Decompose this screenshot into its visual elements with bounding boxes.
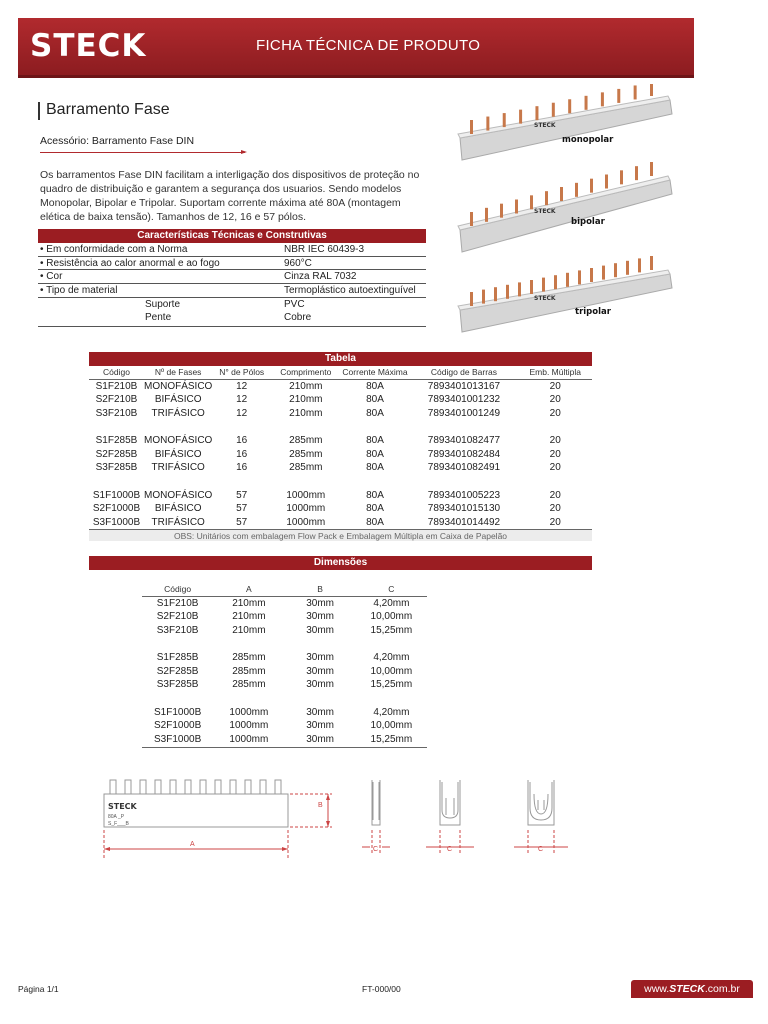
busbar-pin bbox=[470, 120, 473, 134]
spec-row bbox=[38, 257, 426, 271]
table-cell: 20 bbox=[549, 381, 561, 393]
comb-tooth bbox=[215, 780, 221, 794]
table-cell: 285mm bbox=[289, 448, 323, 460]
footer-page: Página 1/1 bbox=[18, 984, 59, 994]
dimensions-header bbox=[89, 556, 592, 570]
comb-tooth bbox=[260, 780, 266, 794]
busbar-pin bbox=[530, 280, 533, 294]
busbar-pin bbox=[578, 270, 581, 284]
column-header: C bbox=[356, 583, 427, 597]
drawing-brand: STECK bbox=[108, 802, 137, 811]
label-c-3: C bbox=[538, 846, 544, 853]
busbar-pin bbox=[560, 187, 563, 201]
busbar-pin bbox=[605, 175, 608, 189]
comb-tooth bbox=[275, 780, 281, 794]
busbar-pin bbox=[650, 84, 653, 96]
busbar-tripolar bbox=[458, 256, 672, 332]
column-header: Comprimento bbox=[271, 366, 341, 380]
table-cell: 1000mm bbox=[286, 489, 326, 501]
spec-sub-row bbox=[38, 298, 426, 312]
table-cell: 30mm bbox=[306, 625, 335, 637]
table-cell: TRIFÁSICO bbox=[151, 462, 205, 474]
table-cell: 210mm bbox=[289, 381, 323, 393]
table-cell: S3F285B bbox=[95, 462, 138, 474]
table-cell: 20 bbox=[549, 448, 561, 460]
busbar-pin bbox=[500, 204, 503, 218]
header-banner bbox=[18, 18, 694, 78]
table-cell: 20 bbox=[549, 435, 561, 447]
product-table bbox=[89, 352, 592, 541]
table-cell: 20 bbox=[549, 516, 561, 528]
table-cell: 285mm bbox=[232, 679, 266, 691]
busbar-pin bbox=[470, 212, 473, 226]
dimensions-table bbox=[142, 583, 427, 748]
drawing-line2: S_F___B bbox=[108, 821, 129, 827]
drawing-line1: 80A _P bbox=[108, 814, 125, 820]
table-row bbox=[89, 380, 592, 394]
busbar-stamp: STECK bbox=[534, 122, 556, 129]
table-cell: 57 bbox=[236, 503, 248, 515]
table-cell: 80A bbox=[366, 516, 384, 528]
specs-title: Características Técnicas e Construtivas bbox=[38, 229, 426, 243]
column-header: Código bbox=[89, 366, 144, 380]
table-cell: 4,20mm bbox=[373, 598, 410, 610]
table-row bbox=[89, 447, 592, 461]
table-cell: 57 bbox=[236, 489, 248, 501]
table-cell: S1F285B bbox=[156, 652, 199, 664]
table-row bbox=[142, 610, 427, 624]
table-cell: MONOFÁSICO bbox=[143, 489, 213, 501]
title-marker bbox=[38, 102, 40, 120]
table-cell: 80A bbox=[366, 381, 384, 393]
table-cell: 80A bbox=[366, 407, 384, 419]
photo-label-monopolar: monopolar bbox=[562, 135, 614, 145]
busbar-photos bbox=[456, 84, 676, 334]
spec-label: • Resistência ao calor anormal e ao fogo bbox=[40, 257, 220, 269]
table-cell: BIFÁSICO bbox=[154, 394, 202, 406]
table-row bbox=[142, 678, 427, 692]
spec-value: 960°C bbox=[284, 257, 312, 269]
busbar-pin bbox=[503, 113, 506, 127]
dimensions-title: Dimensões bbox=[89, 556, 592, 570]
table-cell: S3F1000B bbox=[153, 733, 202, 745]
table-cell: 7893401013167 bbox=[427, 381, 501, 393]
table-cell: 30mm bbox=[306, 733, 335, 745]
busbar-pin bbox=[620, 170, 623, 184]
table-cell: 80A bbox=[366, 448, 384, 460]
table-cell: S1F1000B bbox=[153, 706, 202, 718]
photo-label-tripolar: tripolar bbox=[575, 307, 611, 317]
product-description: Os barramentos Fase DIN facilitam a interligação dos dispositivos de proteção no quadro de distribuição e garantem a segurança dos usuarios. Sendo modelos Monopolar, Bipolar e Tripolar. Suportam corrente máxima até 80A (montagem elética de baixa tensão). Tamanhos de 12, 16 e 57 pólos. bbox=[40, 169, 420, 223]
spec-value: Termoplástico autoextinguível bbox=[284, 285, 416, 297]
table-cell: 285mm bbox=[289, 462, 323, 474]
product-table-grid bbox=[89, 366, 592, 529]
busbar-pin bbox=[590, 268, 593, 282]
busbar-bipolar bbox=[458, 162, 672, 252]
table-cell: MONOFÁSICO bbox=[143, 381, 213, 393]
table-cell: 7893401005223 bbox=[427, 489, 501, 501]
accent-arrow-line bbox=[40, 152, 245, 153]
busbar-pin bbox=[568, 99, 571, 113]
table-cell: 80A bbox=[366, 489, 384, 501]
table-cell: 30mm bbox=[306, 706, 335, 718]
table-cell: S2F210B bbox=[95, 394, 138, 406]
busbar-pin bbox=[530, 195, 533, 209]
table-cell: 7893401015130 bbox=[427, 503, 501, 515]
table-cell: 4,20mm bbox=[373, 706, 410, 718]
table-cell: S2F285B bbox=[95, 448, 138, 460]
column-header: Emb. Múltipla bbox=[518, 366, 592, 380]
table-row bbox=[142, 705, 427, 719]
busbar-pin bbox=[614, 263, 617, 277]
column-header: Código bbox=[142, 583, 213, 597]
busbar-pin bbox=[518, 282, 521, 296]
table-cell: 16 bbox=[236, 462, 248, 474]
table-cell: BIFÁSICO bbox=[154, 503, 202, 515]
table-cell: 80A bbox=[366, 503, 384, 515]
table-cell: 30mm bbox=[306, 679, 335, 691]
table-cell: 30mm bbox=[306, 652, 335, 664]
table-cell: 20 bbox=[549, 462, 561, 474]
busbar-pin bbox=[494, 287, 497, 301]
table-cell: 1000mm bbox=[286, 516, 326, 528]
busbar-pin bbox=[638, 258, 641, 272]
busbar-pin bbox=[519, 110, 522, 124]
spec-label: • Tipo de material bbox=[40, 285, 118, 297]
table-row bbox=[142, 624, 427, 638]
table-cell: S2F285B bbox=[156, 665, 199, 677]
table-row bbox=[142, 719, 427, 733]
table-cell: S1F210B bbox=[156, 598, 199, 610]
spec-sub-value: PVC bbox=[284, 298, 305, 310]
table-title: Tabela bbox=[89, 352, 592, 366]
table-cell: 30mm bbox=[306, 598, 335, 610]
busbar-pin bbox=[554, 275, 557, 289]
table-cell: 7893401082484 bbox=[427, 448, 501, 460]
table-cell: S2F210B bbox=[156, 611, 199, 623]
table-cell: S3F210B bbox=[156, 625, 199, 637]
comb-tooth bbox=[155, 780, 161, 794]
table-cell: BIFÁSICO bbox=[154, 448, 202, 460]
brand-logo: STECK bbox=[30, 28, 147, 64]
table-cell: 7893401082491 bbox=[427, 462, 501, 474]
busbar-pin bbox=[506, 285, 509, 299]
table-cell: 10,00mm bbox=[370, 611, 413, 623]
table-cell: S3F1000B bbox=[92, 516, 141, 528]
busbar-pin bbox=[470, 292, 473, 306]
table-cell: S1F210B bbox=[95, 381, 138, 393]
dimension-drawing bbox=[90, 770, 600, 870]
column-header: A bbox=[213, 583, 284, 597]
busbar-pin bbox=[566, 273, 569, 287]
table-row bbox=[89, 502, 592, 516]
table-cell: 285mm bbox=[289, 435, 323, 447]
table-cell: 15,25mm bbox=[370, 733, 413, 745]
table-cell: 16 bbox=[236, 448, 248, 460]
spec-sub-row bbox=[38, 311, 426, 325]
table-cell: 285mm bbox=[232, 665, 266, 677]
busbar-pin bbox=[635, 166, 638, 180]
table-cell: 30mm bbox=[306, 665, 335, 677]
table-cell: 15,25mm bbox=[370, 625, 413, 637]
table-cell: 4,20mm bbox=[373, 652, 410, 664]
spec-label: • Cor bbox=[40, 271, 63, 283]
table-cell: S2F1000B bbox=[153, 720, 202, 732]
table-cell: 80A bbox=[366, 394, 384, 406]
busbar-pin bbox=[515, 200, 518, 214]
photo-label-bipolar: bipolar bbox=[571, 217, 605, 227]
table-cell: S1F285B bbox=[95, 435, 138, 447]
table-cell: 12 bbox=[236, 407, 248, 419]
column-header: B bbox=[285, 583, 356, 597]
table-row bbox=[89, 461, 592, 475]
busbar-pin bbox=[542, 278, 545, 292]
table-cell: 20 bbox=[549, 394, 561, 406]
column-header: Corrente Máxima bbox=[341, 366, 410, 380]
table-cell: 7893401001232 bbox=[427, 394, 501, 406]
table-cell: 57 bbox=[236, 516, 248, 528]
comb-tooth bbox=[110, 780, 116, 794]
table-cell: S3F285B bbox=[156, 679, 199, 691]
table-cell: MONOFÁSICO bbox=[143, 435, 213, 447]
comb-tooth bbox=[200, 780, 206, 794]
comb-tooth bbox=[125, 780, 131, 794]
table-cell: 210mm bbox=[232, 598, 266, 610]
table-cell: 210mm bbox=[289, 394, 323, 406]
label-c-1: C bbox=[373, 846, 379, 853]
busbar-stamp: STECK bbox=[534, 208, 556, 215]
busbar-pin bbox=[575, 183, 578, 197]
busbar-pin bbox=[650, 162, 653, 176]
table-row bbox=[89, 515, 592, 529]
table-cell: 1000mm bbox=[229, 720, 269, 732]
table-cell: 10,00mm bbox=[370, 665, 413, 677]
table-row bbox=[142, 651, 427, 665]
table-cell: 16 bbox=[236, 435, 248, 447]
column-header: Nº de Fases bbox=[144, 366, 212, 380]
busbar-pin bbox=[485, 208, 488, 222]
spec-row bbox=[38, 284, 426, 298]
column-header: Código de Barras bbox=[409, 366, 518, 380]
table-cell: S2F1000B bbox=[92, 503, 141, 515]
table-cell: 80A bbox=[366, 462, 384, 474]
table-obs: OBS: Unitários com embalagem Flow Pack e Embalagem Múltipla em Caixa de Papelão bbox=[89, 529, 592, 541]
label-b: B bbox=[318, 802, 323, 809]
table-cell: 210mm bbox=[232, 611, 266, 623]
table-cell: 30mm bbox=[306, 720, 335, 732]
table-cell: 210mm bbox=[289, 407, 323, 419]
accessory-label: Acessório: Barramento Fase DIN bbox=[40, 135, 195, 147]
table-cell: 1000mm bbox=[286, 503, 326, 515]
spec-row bbox=[38, 270, 426, 284]
busbar-pin bbox=[545, 191, 548, 205]
busbar-pin bbox=[626, 261, 629, 275]
technical-drawing bbox=[90, 770, 600, 870]
footer-website[interactable]: www.STECK.com.br bbox=[631, 980, 753, 998]
table-cell: 15,25mm bbox=[370, 679, 413, 691]
comb-tooth bbox=[185, 780, 191, 794]
busbar-pin bbox=[590, 179, 593, 193]
comb-tooth bbox=[245, 780, 251, 794]
table-cell: 7893401082477 bbox=[427, 435, 501, 447]
busbar-monopolar bbox=[458, 84, 672, 160]
busbar-pin bbox=[552, 103, 555, 117]
table-row bbox=[142, 597, 427, 611]
table-cell: 30mm bbox=[306, 611, 335, 623]
table-row bbox=[89, 488, 592, 502]
table-cell: 285mm bbox=[232, 652, 266, 664]
spec-sub-label: Suporte bbox=[145, 298, 181, 310]
comb-tooth bbox=[170, 780, 176, 794]
table-row bbox=[142, 665, 427, 679]
comb-tooth bbox=[140, 780, 146, 794]
spec-sub-value: Cobre bbox=[284, 312, 312, 324]
spec-row bbox=[38, 243, 426, 257]
busbar-pin bbox=[486, 117, 489, 131]
table-cell: 12 bbox=[236, 381, 248, 393]
footer-code: FT-000/00 bbox=[362, 984, 401, 994]
table-row bbox=[89, 407, 592, 421]
product-title: Barramento Fase bbox=[46, 101, 170, 118]
specs-table bbox=[38, 229, 426, 327]
table-cell: TRIFÁSICO bbox=[151, 516, 205, 528]
busbar-stamp: STECK bbox=[534, 295, 556, 302]
spec-value: Cinza RAL 7032 bbox=[284, 271, 357, 283]
table-cell: 7893401014492 bbox=[427, 516, 501, 528]
table-row bbox=[89, 434, 592, 448]
table-cell: TRIFÁSICO bbox=[151, 407, 205, 419]
table-cell: 20 bbox=[549, 407, 561, 419]
busbar-pin bbox=[585, 96, 588, 110]
table-cell: 20 bbox=[549, 489, 561, 501]
busbar-pin bbox=[650, 256, 653, 270]
table-cell: 80A bbox=[366, 435, 384, 447]
header-title: FICHA TÉCNICA DE PRODUTO bbox=[256, 37, 481, 54]
table-cell: 10,00mm bbox=[370, 720, 413, 732]
label-a: A bbox=[190, 841, 195, 848]
spec-label: • Em conformidade com a Norma bbox=[40, 244, 188, 255]
product-photos bbox=[456, 84, 676, 334]
spec-value: NBR IEC 60439-3 bbox=[284, 244, 365, 255]
comb-tooth bbox=[230, 780, 236, 794]
busbar-pin bbox=[634, 85, 637, 99]
table-cell: 1000mm bbox=[229, 733, 269, 745]
table-cell: 1000mm bbox=[229, 706, 269, 718]
table-cell: 7893401001249 bbox=[427, 407, 501, 419]
label-c-2: C bbox=[447, 846, 453, 853]
table-row bbox=[142, 733, 427, 747]
column-header: N° de Pólos bbox=[212, 366, 271, 380]
busbar-pin bbox=[602, 266, 605, 280]
spec-sub-label: Pente bbox=[145, 312, 172, 324]
table-cell: 12 bbox=[236, 394, 248, 406]
busbar-pin bbox=[482, 290, 485, 304]
busbar-pin bbox=[535, 106, 538, 120]
busbar-pin bbox=[617, 89, 620, 103]
table-cell: S1F1000B bbox=[92, 489, 141, 501]
busbar-pin bbox=[601, 92, 604, 106]
table-cell: S3F210B bbox=[95, 407, 138, 419]
table-cell: 20 bbox=[549, 503, 561, 515]
table-cell: 210mm bbox=[232, 625, 266, 637]
table-row bbox=[89, 393, 592, 407]
